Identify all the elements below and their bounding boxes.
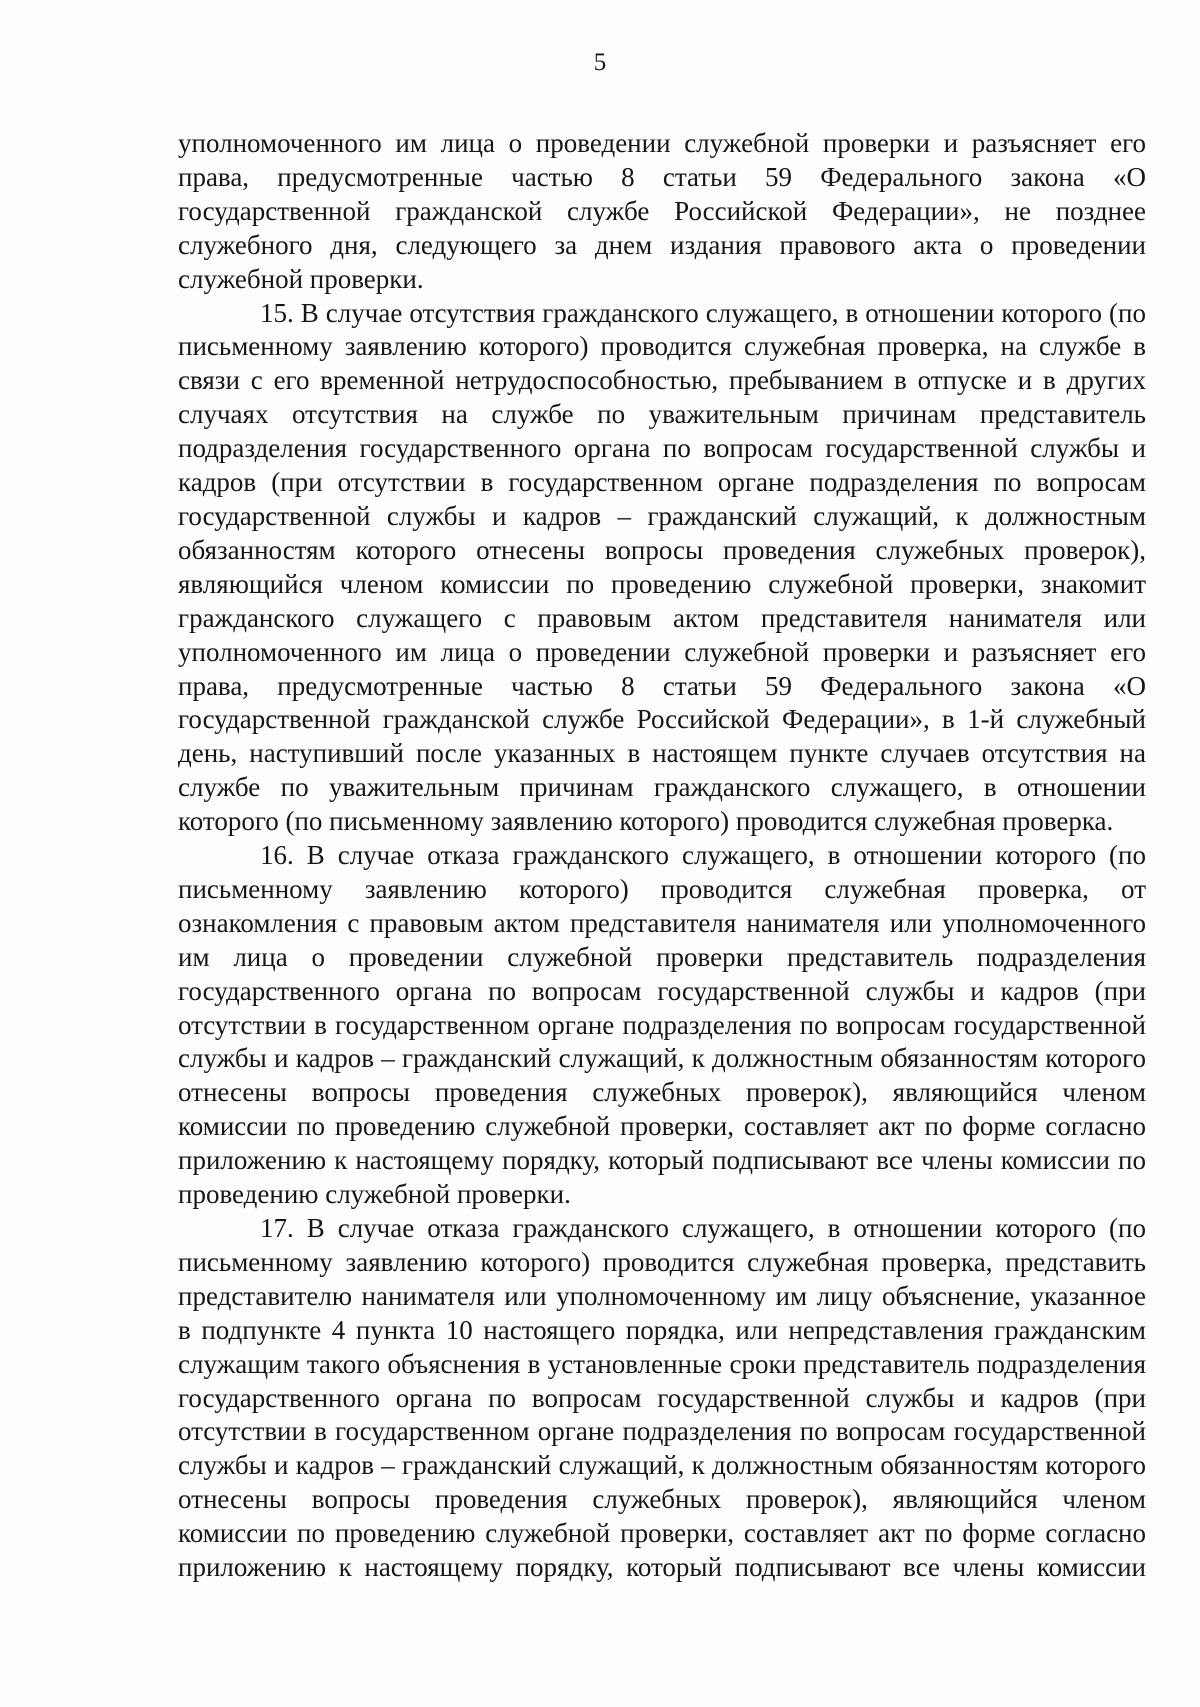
page-number: 5 bbox=[593, 49, 607, 76]
document-body bbox=[178, 127, 1146, 1585]
paragraph-item-17: 17. В случае отказа гражданского служащего, в отношении которого (по письменному заявлению которого) проводится служебная проверка, представить представителю нанимателя или уполномоченному им лицу объяснение, указанное в подпункте 4 пункта 10 настоящего порядка, или непредставления гражданским служащим такого объяснения в установленные сроки представитель подразделения государственного органа по вопросам государственной службы и кадров (при отсутствии в государственном органе подразделения по вопросам государственной службы и кадров – гражданский служащий, к должностным обязанностям которого отнесены вопросы проведения служебных проверок), являющийся членом комиссии по проведению служебной проверки, составляет акт по форме согласно приложению к настоящему порядку, который подписывают все члены комиссии bbox=[178, 1213, 1146, 1583]
paragraph-continuation: уполномоченного им лица о проведении служебной проверки и разъясняет его права, предусмотренные частью 8 статьи 59 Федерального закона «О государственной гражданской службе Российской Федерации», не позднее служебного дня, следующего за днем издания правового акта о проведении служебной проверки. bbox=[178, 128, 1146, 294]
paragraph-item-15: 15. В случае отсутствия гражданского служащего, в отношении которого (по письменному заявлению которого) проводится служебная проверка, на службе в связи с его временной нетрудоспособностью, пребыванием в отпуске и в других случаях отсутствия на службе по уважительным причинам представитель подразделения государственного органа по вопросам государственной службы и кадров (при отсутствии в государственном органе подразделения по вопросам государственной службы и кадров – гражданский служащий, к должностным обязанностям которого отнесены вопросы проведения служебных проверок), являющийся членом комиссии по проведению служебной проверки, знакомит гражданского служащего с правовым актом представителя нанимателя или уполномоченного им лица о проведении служебной проверки и разъясняет его права, предусмотренные частью 8 статьи 59 Федерального закона «О государственной гражданской службе Российской Федерации», в 1-й служебный день, наступивший после указанных в настоящем пункте случаев отсутствия на службе по уважительным причинам гражданского служащего, в отношении которого (по письменному заявлению которого) проводится служебная проверка. bbox=[178, 297, 1146, 837]
paragraph-item-16: 16. В случае отказа гражданского служащего, в отношении которого (по письменному заявлению которого) проводится служебная проверка, от ознакомления с правовым актом представителя нанимателя или уполномоченного им лица о проведении служебной проверки представитель подразделения государственного органа по вопросам государственной службы и кадров (при отсутствии в государственном органе подразделения по вопросам государственной службы и кадров – гражданский служащий, к должностным обязанностям которого отнесены вопросы проведения служебных проверок), являющийся членом комиссии по проведению служебной проверки, составляет акт по форме согласно приложению к настоящему порядку, который подписывают все члены комиссии по проведению служебной проверки. bbox=[178, 840, 1146, 1210]
